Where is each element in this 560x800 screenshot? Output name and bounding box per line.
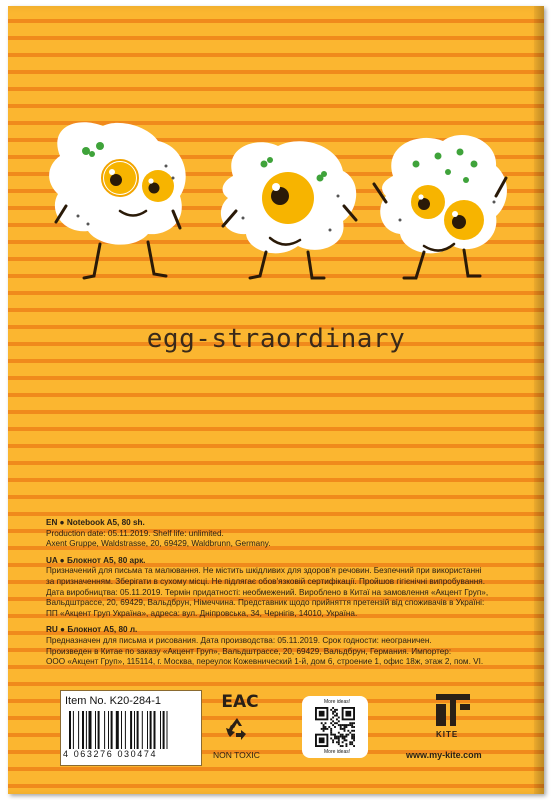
qr-code-card xyxy=(302,696,368,758)
qr-module xyxy=(349,732,351,734)
qr-module xyxy=(345,739,347,741)
item-number: Item No. K20-284-1 xyxy=(65,695,161,707)
barcode-bar xyxy=(130,711,132,749)
qr-module xyxy=(349,741,351,743)
notebook-back-cover xyxy=(8,6,544,794)
barcode-bar xyxy=(160,711,161,749)
qr-module xyxy=(345,724,347,726)
info-ru-line: Произведен в Китае по заказу «Акцент Груп», Вальдштрассе, 20, 69429, Вальдбрун, Германия. Импортер: xyxy=(46,646,452,656)
qr-module xyxy=(332,724,334,726)
qr-module xyxy=(344,724,346,726)
info-ua-line: за призначенням. Зберігати в сухому місці. Не підлягає обов'язковій сертифікації. Пройшов гігієнічні випробування. xyxy=(46,576,486,586)
product-info-text xyxy=(46,518,506,674)
eac-mark-icon: EAC xyxy=(221,692,259,712)
barcode-bar xyxy=(104,711,105,749)
barcode-bar xyxy=(137,711,139,749)
qr-module xyxy=(342,724,344,726)
qr-module xyxy=(351,730,353,732)
qr-module xyxy=(330,732,332,734)
qr-module xyxy=(321,728,323,730)
info-ua-line: ПП «Акцент Груп Україна», адреса: вул. Дніпровська, 34, Чернігів, 14010, Україна. xyxy=(46,608,358,618)
qr-module xyxy=(323,728,325,730)
qr-module xyxy=(336,718,338,720)
qr-module xyxy=(332,717,334,719)
qr-module xyxy=(325,722,327,724)
qr-module xyxy=(349,743,351,745)
qr-module xyxy=(347,734,349,736)
qr-module xyxy=(340,726,342,728)
barcode-bar xyxy=(121,711,122,749)
qr-module xyxy=(347,724,349,726)
info-ru-line: Предназначен для письма и рисования. Дата производства: 05.11.2019. Срок годности: неограничен. xyxy=(46,635,432,645)
info-ru-line: ООО «Акцент Груп», 115114, г. Москва, переулок Кожевнический 1-й, дом 6, строение 1, офис 18ж, этаж 2, пом. VI. xyxy=(46,657,484,667)
qr-module xyxy=(332,713,334,715)
qr-module xyxy=(332,741,334,743)
egg-character-middle xyxy=(221,141,356,278)
qr-module xyxy=(332,707,334,709)
barcode-bar xyxy=(154,711,156,749)
qr-module xyxy=(342,737,344,739)
qr-module xyxy=(330,722,332,724)
qr-module xyxy=(342,728,344,730)
qr-module xyxy=(338,720,340,722)
qr-module xyxy=(330,730,332,732)
barcode-bar xyxy=(111,711,113,749)
qr-finder xyxy=(319,737,325,743)
barcode-bar xyxy=(73,711,74,749)
qr-module xyxy=(351,726,353,728)
qr-module xyxy=(330,718,332,720)
qr-module xyxy=(340,728,342,730)
qr-module xyxy=(338,743,340,745)
qr-module xyxy=(345,743,347,745)
barcode-digits: 4 063276 030474 xyxy=(63,749,158,759)
website-url: www.my-kite.com xyxy=(406,750,482,760)
qr-module xyxy=(349,724,351,726)
qr-module xyxy=(351,743,353,745)
qr-finder xyxy=(319,711,325,717)
egg-character-right xyxy=(374,135,507,278)
qr-module xyxy=(340,724,342,726)
info-ua xyxy=(46,556,506,620)
qr-module xyxy=(336,736,338,738)
qr-module xyxy=(345,745,347,747)
qr-module xyxy=(344,737,346,739)
info-ua-line: Дата виробництва: 05.11.2019. Термін придатності: необмежений. Вироблено в Китаї на замовлення «Акцент Груп», xyxy=(46,587,489,597)
qr-module xyxy=(338,737,340,739)
barcode-bar xyxy=(163,711,165,749)
qr-module xyxy=(345,734,347,736)
qr-module xyxy=(336,713,338,715)
qr-module xyxy=(332,734,334,736)
qr-module xyxy=(338,717,340,719)
info-en-head: EN ● Notebook A5, 80 sh. xyxy=(46,518,145,527)
qr-module xyxy=(344,739,346,741)
qr-module xyxy=(334,737,336,739)
qr-code-icon xyxy=(315,707,355,747)
qr-module xyxy=(347,730,349,732)
barcode-bar xyxy=(142,711,143,749)
qr-module xyxy=(353,726,355,728)
qr-module xyxy=(334,726,336,728)
qr-module xyxy=(353,739,355,741)
info-ru-head: RU ● Блокнот А5, 80 л. xyxy=(46,625,138,635)
qr-module xyxy=(351,724,353,726)
qr-module xyxy=(340,734,342,736)
qr-module xyxy=(334,734,336,736)
barcode-bar xyxy=(150,711,152,749)
qr-module xyxy=(349,722,351,724)
qr-module xyxy=(336,709,338,711)
cover-tagline: egg-straordinary xyxy=(146,324,406,354)
qr-module xyxy=(323,726,325,728)
qr-module xyxy=(340,745,342,747)
qr-label-top: More ideas! xyxy=(324,699,351,705)
qr-module xyxy=(332,739,334,741)
qr-module xyxy=(332,720,334,722)
qr-module xyxy=(345,736,347,738)
qr-module xyxy=(353,734,355,736)
qr-module xyxy=(330,734,332,736)
qr-module xyxy=(353,745,355,747)
qr-module xyxy=(338,736,340,738)
qr-module xyxy=(353,736,355,738)
qr-module xyxy=(330,728,332,730)
egg-character-left xyxy=(49,122,186,278)
info-ua-head: UA ● Блокнот А5, 80 арк. xyxy=(46,555,146,565)
qr-module xyxy=(344,736,346,738)
qr-module xyxy=(338,724,340,726)
info-en xyxy=(46,518,506,550)
recycle-icon xyxy=(224,716,250,742)
qr-module xyxy=(334,715,336,717)
egg-characters-illustration xyxy=(8,6,544,326)
qr-module xyxy=(340,736,342,738)
qr-module xyxy=(344,730,346,732)
qr-module xyxy=(342,734,344,736)
qr-module xyxy=(351,737,353,739)
qr-module xyxy=(351,734,353,736)
qr-module xyxy=(325,728,327,730)
brand-name: KITE xyxy=(436,730,459,739)
qr-module xyxy=(351,722,353,724)
qr-label-bottom: More ideas! xyxy=(324,749,351,755)
qr-module xyxy=(353,737,355,739)
qr-module xyxy=(342,741,344,743)
qr-module xyxy=(334,722,336,724)
barcode-bar xyxy=(108,711,109,749)
barcode-bar xyxy=(86,711,87,749)
info-ua-line: Вальдштрассе, 20, 69429, Вальдбрун, Німеччина. Представник щодо прийняття претензій від споживачів в Україні: xyxy=(46,598,485,608)
info-ru xyxy=(46,625,506,667)
qr-module xyxy=(334,711,336,713)
qr-module xyxy=(338,732,340,734)
qr-module xyxy=(330,709,332,711)
qr-module xyxy=(321,722,323,724)
qr-module xyxy=(325,726,327,728)
info-en-line: Axent Gruppe, Waldstrasse, 20, 69429, Waldbrunn, Germany. xyxy=(46,539,271,549)
qr-module xyxy=(336,715,338,717)
barcode-bar xyxy=(116,711,119,749)
info-ua-line: Призначений для письма та малювання. Не містить шкідливих для здоров'я речовин. Безпечний при використанні xyxy=(46,566,482,576)
qr-module xyxy=(326,728,328,730)
barcode-label xyxy=(60,690,202,766)
qr-module xyxy=(345,726,347,728)
qr-module xyxy=(338,739,340,741)
info-en-line: Production date: 05.11.2019. Shelf life: unlimited. xyxy=(46,528,224,538)
non-toxic-label: NON TOXIC xyxy=(213,750,260,760)
qr-module xyxy=(323,730,325,732)
kite-logo-icon xyxy=(432,690,474,730)
qr-module xyxy=(342,745,344,747)
qr-module xyxy=(351,741,353,743)
qr-module xyxy=(336,737,338,739)
barcode-bar xyxy=(69,711,71,749)
qr-module xyxy=(338,741,340,743)
barcode-bar xyxy=(95,711,96,749)
qr-module xyxy=(351,736,353,738)
barcode-bar xyxy=(89,711,92,749)
qr-module xyxy=(336,741,338,743)
qr-finder xyxy=(345,711,351,717)
qr-module xyxy=(334,709,336,711)
qr-module xyxy=(328,726,330,728)
barcode-bar xyxy=(78,711,79,749)
qr-module xyxy=(323,724,325,726)
barcode-bar xyxy=(125,711,126,749)
qr-module xyxy=(342,736,344,738)
qr-module xyxy=(330,737,332,739)
qr-module xyxy=(336,722,338,724)
barcode-bar xyxy=(134,711,135,749)
barcode-bar xyxy=(147,711,148,749)
barcode-bar xyxy=(98,711,100,749)
barcode-bar xyxy=(167,711,168,749)
qr-module xyxy=(344,726,346,728)
qr-module xyxy=(344,728,346,730)
qr-module xyxy=(353,722,355,724)
barcode-bar xyxy=(82,711,84,749)
qr-module xyxy=(334,736,336,738)
qr-module xyxy=(332,711,334,713)
barcode-icon xyxy=(67,711,195,749)
qr-module xyxy=(353,730,355,732)
